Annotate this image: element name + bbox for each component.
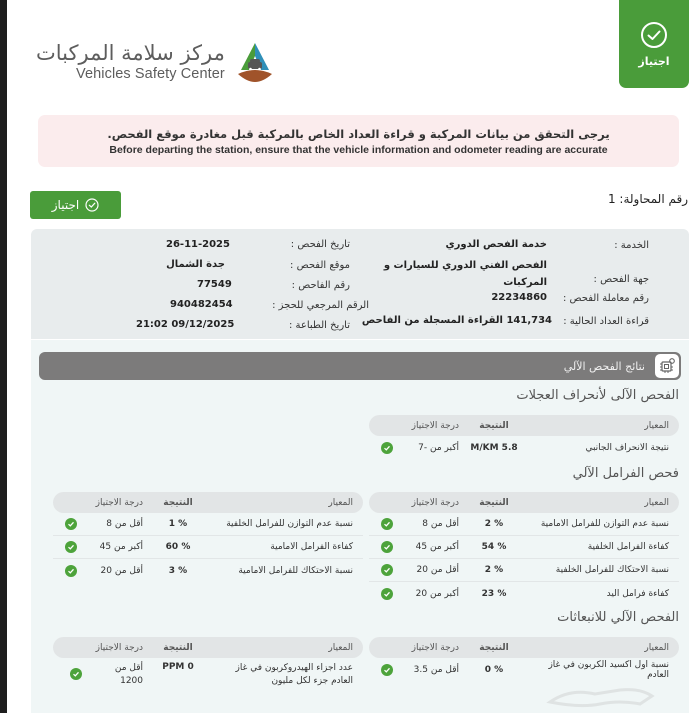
info-booking-ref-label: الرقم المرجعي للحجز :: [272, 300, 369, 311]
table-row: نتيجة الانحراف الجانبي M/KM 5.8 أكبر من -7: [369, 436, 679, 459]
brakes-table-left: [53, 492, 363, 582]
table-row: عدد اجزاء الهيدروكربون في غاز العادم جزء لكل مليون PPM 0 أقل من 1200: [53, 658, 363, 696]
logo-title-en: Vehicles Safety Center: [75, 66, 225, 82]
pass-check-icon: [65, 518, 77, 530]
info-authority-value: الفحص الفني الدوري للسيارات و المركبات: [383, 260, 547, 288]
info-booking-ref-value: 940482454: [170, 299, 233, 310]
pass-check-icon: [381, 588, 393, 600]
table-row: كفاءة الفرامل الخلفية % 54 أكبر من 45: [369, 536, 679, 559]
info-inspector-value: 77549: [197, 279, 232, 290]
results-title: نتائج الفحص الآلي: [563, 359, 645, 373]
info-date-label: تاريخ الفحص :: [290, 239, 350, 250]
emissions-table-right: [369, 637, 679, 681]
brakes-table-right: [369, 492, 679, 605]
status-badge-pass: [619, 0, 689, 88]
info-transaction-label: رقم معاملة الفحص :: [562, 293, 649, 304]
pass-check-icon: [381, 541, 393, 553]
pass-button[interactable]: [30, 191, 121, 219]
info-location-value: جدة الشمال: [166, 259, 225, 270]
pass-check-icon: [70, 668, 82, 680]
info-print-date-value: 21:02 09/12/2025: [136, 319, 235, 330]
alert-text-en: Before departing the station, ensure that the vehicle information and odometer reading are accurate: [109, 143, 608, 156]
table-row: نسبة اول اكسيد الكربون في غاز العادم % 0 أقل من 3.5: [369, 658, 679, 681]
table-header: المعيار النتيجة درجة الاجتياز: [369, 637, 679, 658]
emissions-section-title: الفحص الآلي للانبعاثات: [557, 610, 679, 625]
pass-check-icon: [381, 518, 393, 530]
verification-alert: [38, 115, 679, 167]
vsc-logo: [36, 40, 277, 84]
alignment-section-title: الفحص الآلى لأنحراف العجلات: [516, 388, 679, 403]
table-row: نسبة عدم التوازن للفرامل الخلفية % 1 أقل من 8: [53, 513, 363, 536]
table-row: نسبة الاحتكاك للفرامل الامامية % 3 أقل من 20: [53, 559, 363, 582]
pass-check-icon: [381, 664, 393, 676]
info-transaction-value: 22234860: [491, 292, 547, 303]
chip-gear-icon: [655, 354, 679, 378]
table-row: نسبة عدم التوازن للفرامل الامامية % 2 أقل من 8: [369, 513, 679, 536]
window-edge: [0, 0, 7, 713]
table-header: المعيار النتيجة درجة الاجتياز: [53, 492, 363, 513]
table-header: المعيار النتيجة درجة الاجتياز: [369, 492, 679, 513]
info-print-date-label: تاريخ الطباعة :: [288, 320, 350, 331]
status-badge-label: اجتياز: [638, 54, 670, 68]
emissions-table-left: [53, 637, 363, 696]
brakes-section-title: فحص الفرامل الآلي: [572, 466, 679, 481]
pass-check-icon: [65, 565, 77, 577]
pass-check-icon: [65, 541, 77, 553]
table-row: كفاءة فرامل اليد % 23 أكبر من 20: [369, 582, 679, 605]
results-header-bar: [39, 352, 681, 380]
inspection-info-panel: [31, 229, 689, 339]
info-service-value: خدمة الفحص الدوري: [445, 239, 547, 250]
logo-title-ar: مركز سلامة المركبات: [36, 41, 225, 65]
check-circle-icon: [640, 21, 668, 49]
info-odometer-value: 141,734 القراءة المسجلة من الفاحص: [361, 315, 552, 326]
info-authority-label: جهة الفحص :: [593, 274, 649, 285]
info-location-label: موقع الفحص :: [290, 260, 350, 271]
table-header: المعيار النتيجة درجة الاجتياز: [369, 415, 679, 436]
info-date-value: 26-11-2025: [166, 239, 230, 250]
attempt-number: رقم المحاولة: 1: [607, 192, 688, 206]
car-triangle-logo-icon: [233, 40, 277, 84]
table-row: نسبة الاحتكاك للفرامل الخلفية % 2 أقل من 20: [369, 559, 679, 582]
check-circle-icon: [85, 198, 99, 212]
table-header: المعيار النتيجة درجة الاجتياز: [53, 637, 363, 658]
info-service-label: الخدمة :: [614, 240, 649, 251]
pass-button-label: اجتياز: [51, 198, 80, 212]
table-row: كفاءة الفرامل الامامية % 60 أكبر من 45: [53, 536, 363, 559]
pass-check-icon: [381, 564, 393, 576]
pass-check-icon: [381, 442, 393, 454]
info-inspector-label: رقم الفاحص :: [291, 280, 350, 291]
alignment-table: [369, 415, 679, 459]
alert-text-ar: يرجى التحقق من بيانات المركبة و قراءة العداد الخاص بالمركبة قبل مغادرة موقع الفحص.: [107, 126, 610, 141]
automated-results-section: [31, 340, 689, 713]
haraj-watermark-icon: [540, 680, 660, 710]
info-odometer-label: قراءة العداد الحالية :: [563, 316, 649, 327]
